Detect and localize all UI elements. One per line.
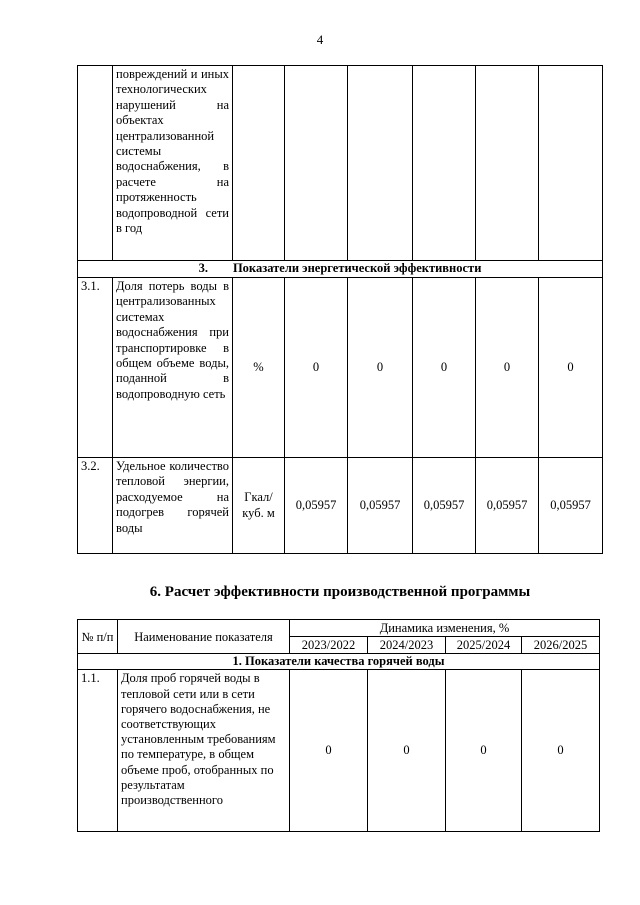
page-number: 4 [316,32,324,47]
value-cell: 0 [348,278,413,458]
header-name: Наименование показателя [118,620,290,654]
header-period: 2026/2025 [522,637,600,654]
section-title: 3. Показатели энергетической эффективности [78,261,603,278]
section-heading: 6. Расчет эффективности производственной программы [149,584,531,600]
indicator-name-cell: Удельное количество тепловой энергии, расходуемое на подогрев горячей воды [113,458,233,554]
indicator-name-cell: Доля проб горячей воды в тепловой сети или в сети горячего водоснабжения, не соответствующих установленным требованиям по температуре, в общем объеме проб, отобранных по результатам производственного [118,670,290,832]
header-period: 2023/2022 [290,637,368,654]
value-cell [476,66,539,261]
value-cell: 0,05957 [539,458,603,554]
value-cell: 0 [446,670,522,832]
header-period: 2025/2024 [446,637,522,654]
value-cell: 0,05957 [476,458,539,554]
header-period: 2024/2023 [368,637,446,654]
value-cell [539,66,603,261]
section-title: 1. Показатели качества горячей воды [78,654,600,670]
value-cell: 0 [413,278,476,458]
indicator-name-cell: Доля потерь воды в централизованных системах водоснабжения при транспортировке в общем объеме воды, поданной в водопроводную сеть [113,278,233,458]
header-num: № п/п [78,620,118,654]
value-cell: 0 [290,670,368,832]
value-cell: 0 [285,278,348,458]
value-cell [285,66,348,261]
value-cell: 0 [476,278,539,458]
unit-cell: % [233,278,285,458]
value-cell: 0 [539,278,603,458]
header-dynamics: Динамика изменения, % [290,620,600,637]
value-cell [413,66,476,261]
table-row [78,458,603,554]
row-number-cell: 1.1. [78,670,118,832]
table-row [78,670,600,832]
value-cell: 0,05957 [285,458,348,554]
header-row [78,620,600,637]
section-row [78,654,600,670]
row-number-cell [78,66,113,261]
indicator-name-cell: повреждений и иных технологических нарушений на объектах централизованной системы водоснабжения, в расчете на протяженность водопроводной сети в год [113,66,233,261]
value-cell [348,66,413,261]
row-number-cell: 3.2. [78,458,113,554]
section-row [78,261,603,278]
table-row [78,66,603,261]
efficiency-table [77,619,600,832]
indicators-table-continued [77,65,603,554]
unit-cell [233,66,285,261]
value-cell: 0,05957 [413,458,476,554]
unit-cell: Гкал/ куб. м [233,458,285,554]
value-cell: 0,05957 [348,458,413,554]
value-cell: 0 [368,670,446,832]
row-number-cell: 3.1. [78,278,113,458]
value-cell: 0 [522,670,600,832]
table-row [78,278,603,458]
